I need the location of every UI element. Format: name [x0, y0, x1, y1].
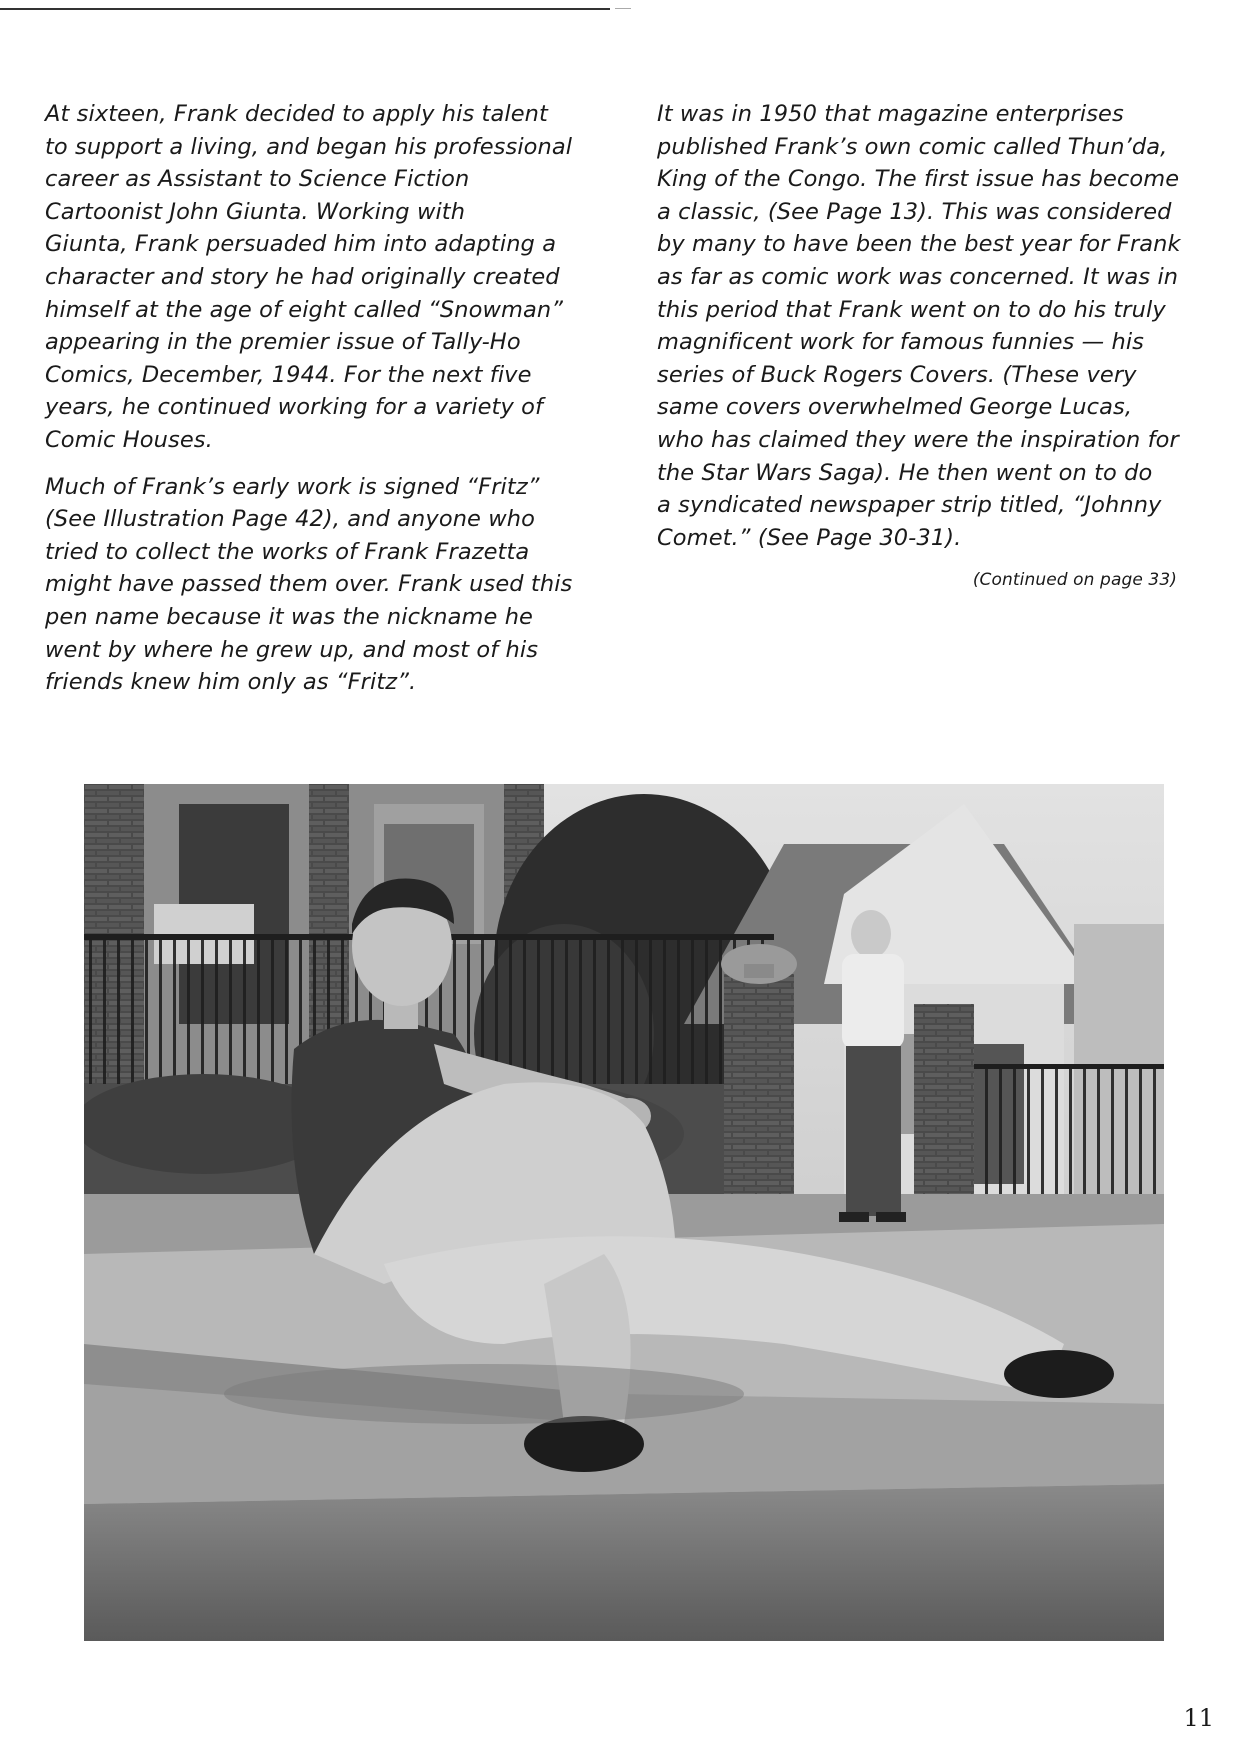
text-line: character and story he had originally created	[45, 263, 560, 290]
text-line: the Star Wars Saga). He then went on to do	[657, 459, 1153, 486]
text-line: At sixteen, Frank decided to apply his talent	[45, 101, 548, 127]
text-line: friends knew him only as “Fritz”.	[45, 669, 417, 696]
text-line: tried to collect the works of Frank Frazetta	[45, 538, 530, 565]
text-line: might have passed them over. Frank used this	[45, 571, 573, 598]
top-rule	[0, 8, 610, 10]
text-line: who has claimed they were the inspiration for	[657, 426, 1179, 453]
text-line: as far as comic work was concerned. It was in	[657, 263, 1179, 290]
text-line: a syndicated newspaper strip titled, “Johnny	[657, 492, 1162, 519]
left-paragraph-2	[45, 471, 585, 699]
text-line: Cartoonist John Giunta. Working with	[45, 198, 466, 225]
text-line: appearing in the premier issue of Tally-Ho	[45, 329, 521, 356]
text-line: Giunta, Frank persuaded him into adapting a	[45, 231, 557, 258]
text-line: this period that Frank went on to do his truly	[657, 296, 1166, 323]
page-number: 11	[1183, 1704, 1214, 1732]
text-line: King of the Congo. The first issue has become	[657, 166, 1180, 193]
continued-note: (Continued on page 33)	[972, 570, 1177, 591]
text-line: Comic Houses.	[45, 426, 213, 453]
left-paragraph-1	[45, 98, 585, 457]
text-line: career as Assistant to Science Fiction	[45, 166, 470, 193]
right-paragraph-1	[657, 98, 1197, 554]
text-line: pen name because it was the nickname he	[45, 603, 534, 630]
text-line: years, he continued working for a variety of	[45, 394, 543, 421]
text-line: series of Buck Rogers Covers. (These very	[657, 361, 1137, 388]
text-line: Much of Frank’s early work is signed “Fritz”	[45, 473, 540, 500]
text-line: went by where he grew up, and most of his	[45, 636, 539, 663]
text-line: (See Illustration Page 42), and anyone who	[45, 506, 535, 533]
top-rule-tail	[615, 8, 631, 9]
text-line: Comics, December, 1944. For the next five	[45, 361, 532, 388]
right-column	[657, 98, 1197, 592]
text-line: It was in 1950 that magazine enterprises	[657, 101, 1124, 127]
text-line: himself at the age of eight called “Snowman”	[45, 296, 563, 323]
text-line: magnificent work for famous funnies — his	[657, 329, 1144, 356]
text-line: published Frank’s own comic called Thun’da,	[657, 133, 1168, 160]
text-line: Comet.” (See Page 30-31).	[657, 524, 962, 551]
text-line: a classic, (See Page 13). This was considered	[657, 198, 1172, 225]
text-line: same covers overwhelmed George Lucas,	[657, 394, 1133, 421]
text-line: by many to have been the best year for Frank	[657, 231, 1181, 258]
text-line: to support a living, and began his professional	[45, 133, 573, 160]
photo-illustration-icon	[84, 784, 1164, 1641]
photograph	[84, 784, 1164, 1641]
left-column	[45, 98, 585, 713]
